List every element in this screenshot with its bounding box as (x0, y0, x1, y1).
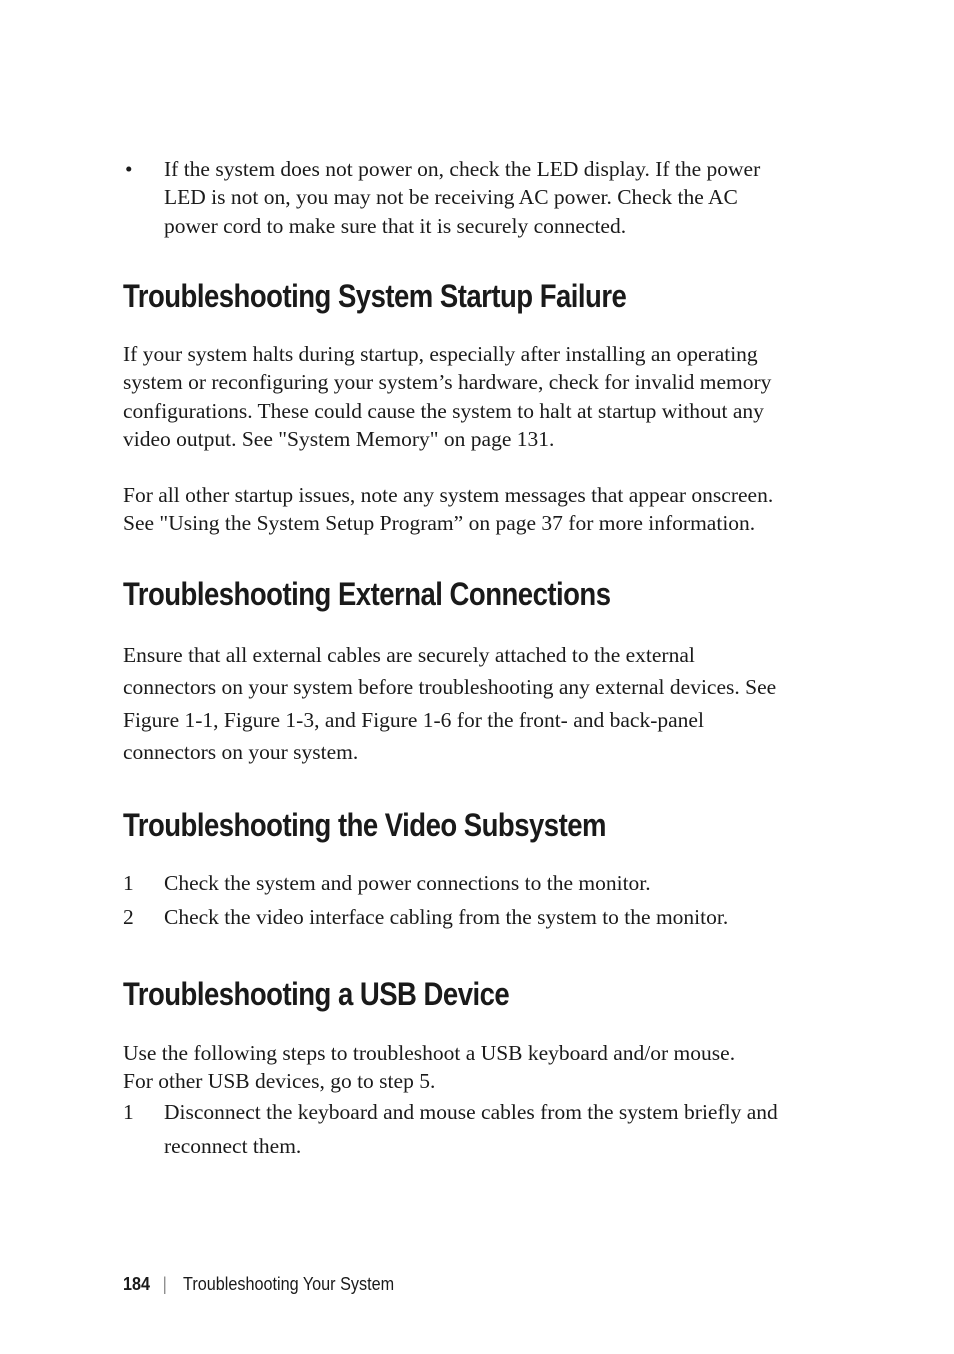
heading-external-connections: Troubleshooting External Connections (123, 576, 611, 612)
usb-paragraph: Use the following steps to troubleshoot a USB keyboard and/or mouse. For other USB devices, go to step 5. (123, 1041, 736, 1094)
startup-paragraph-1: If your system halts during startup, especially after installing an operating system or reconfiguring your system’s hardware, check for invalid memory configurations. These could cause the system to halt at startup without any video output. See "System Memory" on page 131. (123, 342, 772, 451)
step-text: Check the system and power connections to the monitor. (164, 871, 651, 895)
video-step-1 (123, 869, 843, 897)
external-paragraph: Ensure that all external cables are securely attached to the external connectors on your system before troubleshooting any external devices. See Figure 1-1, Figure 1-3, and Figure 1-6 for the front- and back-panel connectors on your system. (123, 643, 777, 764)
heading-video-subsystem: Troubleshooting the Video Subsystem (123, 807, 606, 843)
step-number: 2 (123, 905, 134, 929)
bullet-text: If the system does not power on, check the LED display. If the power LED is not on, you may not be receiving AC power. Check the AC power cord to make sure that it is securely connected. (164, 157, 761, 238)
step-text: Check the video interface cabling from the system to the monitor. (164, 905, 729, 929)
heading-usb-device: Troubleshooting a USB Device (123, 976, 510, 1012)
startup-paragraph-2: For all other startup issues, note any system messages that appear onscreen. See "Using the System Setup Program” on page 37 for more information. (123, 483, 774, 536)
page-footer (123, 1272, 394, 1296)
footer-separator: | (162, 1274, 167, 1294)
page-number: 184 (123, 1274, 151, 1294)
step-number: 1 (123, 1100, 134, 1124)
video-step-2 (123, 903, 843, 931)
usb-step-1 (123, 1095, 843, 1163)
bullet-marker: • (125, 157, 133, 181)
step-number: 1 (123, 871, 134, 895)
step-text: Disconnect the keyboard and mouse cables from the system briefly and reconnect them. (164, 1100, 778, 1158)
chapter-title: Troubleshooting Your System (183, 1274, 395, 1294)
bullet-item (123, 155, 843, 240)
heading-startup-failure: Troubleshooting System Startup Failure (123, 278, 627, 314)
